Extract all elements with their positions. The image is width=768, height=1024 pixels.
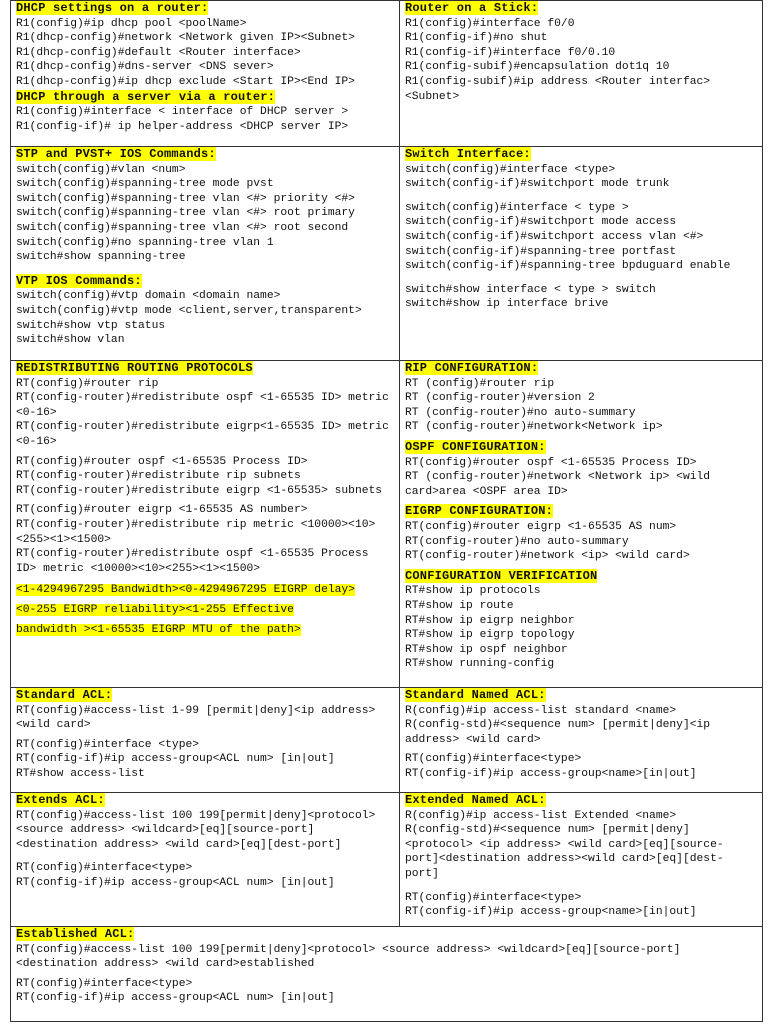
- command-line: R1(config-subif)#ip address <Router interfac> <Subnet>: [405, 75, 717, 103]
- command-line: R1(dhcp-config)#dns-server <DNS sever>: [16, 61, 274, 74]
- dhcp-relay-lines: [16, 105, 394, 134]
- command-line: switch(config)#vlan <num>: [16, 163, 186, 176]
- command-line: switch(config)#interface <type>: [405, 163, 616, 176]
- section-title-rip: RIP CONFIGURATION:: [405, 361, 539, 375]
- command-line: switch(config)#vtp mode <client,server,transparent>: [16, 304, 362, 317]
- command-line: RT(config-if)#ip access-group<ACL num> [in|out]: [16, 992, 335, 1005]
- command-line: RT#show ip protocols: [405, 585, 541, 598]
- section-title-stp: STP and PVST+ IOS Commands:: [16, 147, 216, 161]
- cell-router-on-stick: [400, 1, 763, 147]
- command-line: R1(dhcp-config)#default <Router interface>: [16, 46, 301, 59]
- section-title-vtp: VTP IOS Commands:: [16, 273, 142, 288]
- command-line: RT(config-router)#redistribute eigrp <1-65535> subnets: [16, 484, 383, 497]
- section-title-redistribute: REDISTRIBUTING ROUTING PROTOCOLS: [16, 361, 253, 375]
- section-title-verification: CONFIGURATION VERIFICATION: [405, 568, 598, 583]
- cell-redistribute: [11, 361, 400, 688]
- command-line: R1(config-subif)#encapsulation dot1q 10: [405, 61, 670, 74]
- command-line: R1(dhcp-config)#ip dhcp exclude <Start IP><End IP>: [16, 75, 355, 88]
- command-line: RT (config-router)#network <Network ip> <wild card>area <OSPF area ID>: [405, 471, 717, 498]
- command-line: RT(config)#router eigrp <1-65535 AS num>: [405, 520, 677, 533]
- command-line: RT(config)#access-list 1-99 [permit|deny]<ip address> <wild card>: [16, 704, 383, 732]
- command-line: RT (config)#router rip: [405, 377, 555, 390]
- command-line: R1(config-if)# ip helper-address <DHCP server IP>: [16, 120, 349, 133]
- dhcp-settings-lines: [16, 17, 394, 90]
- command-line: RT#show ip route: [405, 599, 514, 612]
- cell-standard-acl: [11, 688, 400, 793]
- cell-routing-configs: [400, 361, 763, 688]
- command-line: switch(config)#spanning-tree vlan <#> root primary: [16, 207, 355, 220]
- row-standard-acl: [11, 688, 763, 793]
- cell-extended-acl: [11, 793, 400, 927]
- cheat-sheet-table: [10, 0, 763, 1022]
- cell-dhcp: [11, 1, 400, 147]
- command-line: RT(config-router)#network <ip> <wild card>: [405, 550, 690, 563]
- command-line: switch(config)#spanning-tree mode pvst: [16, 178, 274, 191]
- command-line: RT(config-router)#no auto-summary: [405, 535, 629, 548]
- command-line: RT(config-if)#ip access-group<ACL num> [in|out]: [16, 753, 335, 766]
- command-line: RT#show ip ospf neighbor: [405, 643, 568, 656]
- command-line: RT#show ip eigrp neighbor: [405, 614, 575, 627]
- command-line: switch(config-if)#spanning-tree portfast: [405, 245, 677, 258]
- command-line: RT(config-if)#ip access-group<ACL num> [in|out]: [16, 876, 335, 889]
- command-line: RT(config)#interface <type>: [16, 738, 200, 751]
- command-line: RT(config)#router eigrp <1-65535 AS number>: [16, 504, 308, 517]
- command-line: R1(dhcp-config)#network <Network given IP><Subnet>: [16, 32, 355, 45]
- section-title-standard-named-acl: Standard Named ACL:: [405, 688, 546, 702]
- section-title-dhcp-settings: DHCP settings on a router:: [16, 1, 209, 15]
- command-line: switch(config-if)#switchport mode trunk: [405, 178, 670, 191]
- command-line: R1(config-if)#interface f0/0.10: [405, 46, 616, 59]
- section-title-established-acl: Established ACL:: [16, 927, 135, 941]
- note-line: bandwidth ><1-65535 EIGRP MTU of the path>: [16, 624, 301, 637]
- command-line: R(config-std)#<sequence num> [permit|deny]<ip address> <wild card>: [405, 719, 717, 746]
- command-line: switch(config)#spanning-tree vlan <#> priority <#>: [16, 192, 355, 205]
- command-line: switch#show vlan: [16, 334, 125, 347]
- command-line: RT(config)#interface<type>: [405, 891, 582, 904]
- section-title-extended-acl: Extends ACL:: [16, 793, 105, 807]
- command-line: R(config)#ip access-list standard <name>: [405, 704, 677, 717]
- command-line: R(config-std)#<sequence num> [permit|deny]<protocol> <ip address> <wild card>[eq][source-port]<destination address><wild card>[eq][dest-port]: [405, 824, 724, 880]
- command-line: RT(config)#interface<type>: [16, 977, 193, 990]
- cell-switch-interface: [400, 147, 763, 361]
- command-line: RT#show access-list: [16, 767, 145, 780]
- section-title-eigrp: EIGRP CONFIGURATION:: [405, 504, 554, 519]
- command-line: switch(config)#no spanning-tree vlan 1: [16, 236, 274, 249]
- command-line: RT(config)#interface<type>: [405, 753, 582, 766]
- command-line: RT#show running-config: [405, 658, 555, 671]
- vtp-lines: [16, 289, 394, 347]
- command-line: switch(config)#spanning-tree vlan <#> root second: [16, 221, 349, 234]
- command-line: RT(config)#interface<type>: [16, 862, 193, 875]
- cell-standard-named-acl: [400, 688, 763, 793]
- command-line: RT (config-router)#version 2: [405, 392, 595, 405]
- cell-extended-named-acl: [400, 793, 763, 927]
- command-line: RT(config-router)#redistribute rip metric <10000><10><255><1><1500>: [16, 518, 376, 546]
- command-line: RT(config-router)#redistribute rip subnets: [16, 470, 301, 483]
- command-line: R1(config)#interface < interface of DHCP server >: [16, 106, 349, 119]
- command-line: RT (config-router)#network<Network ip>: [405, 421, 663, 434]
- command-line: RT(config-if)#ip access-group<name>[in|out]: [405, 906, 697, 919]
- command-line: RT(config)#router rip: [16, 377, 159, 390]
- row-stp-vtp: [11, 147, 763, 361]
- command-line: RT(config-router)#redistribute ospf <1-65535 ID> metric <0-16>: [16, 392, 396, 419]
- note-line: <0-255 EIGRP reliability><1-255 Effective: [16, 604, 294, 617]
- section-title-dhcp-relay: DHCP through a server via a router:: [16, 89, 276, 104]
- command-line: RT(config-router)#redistribute eigrp<1-65535 ID> metric <0-16>: [16, 421, 396, 448]
- row-established-acl: [11, 927, 763, 1022]
- stp-lines: [16, 163, 394, 265]
- section-title-switch-interface: Switch Interface:: [405, 147, 531, 161]
- command-line: R(config)#ip access-list Extended <name>: [405, 809, 677, 822]
- command-line: switch#show interface < type > switch: [405, 283, 656, 296]
- command-line: switch(config)#vtp domain <domain name>: [16, 290, 281, 303]
- command-line: switch(config-if)#spanning-tree bpduguard enable: [405, 260, 731, 273]
- command-line: switch#show vtp status: [16, 319, 166, 332]
- command-line: R1(config)#ip dhcp pool <poolName>: [16, 17, 247, 30]
- command-line: switch(config)#interface < type >: [405, 201, 629, 214]
- command-line: RT(config)#router ospf <1-65535 Process ID>: [405, 456, 697, 469]
- command-line: RT(config)#access-list 100 199[permit|deny]<protocol> <source address> <wildcard>[eq][source-port] <destination address> <wild card>[eq][dest-port]: [16, 809, 383, 851]
- command-line: switch#show ip interface brive: [405, 298, 609, 311]
- command-line: switch(config-if)#switchport access vlan <#>: [405, 230, 704, 243]
- section-title-standard-acl: Standard ACL:: [16, 688, 113, 702]
- command-line: RT(config-if)#ip access-group<name>[in|out]: [405, 767, 697, 780]
- row-extended-acl: [11, 793, 763, 927]
- cell-established-acl: [11, 927, 763, 1022]
- section-title-ospf: OSPF CONFIGURATION:: [405, 439, 546, 454]
- cell-stp-vtp: [11, 147, 400, 361]
- command-line: switch#show spanning-tree: [16, 251, 186, 264]
- command-line: RT(config)#access-list 100 199[permit|deny]<protocol> <source address> <wildcard>[eq][source-port] <destination address> <wild card>established: [16, 943, 688, 971]
- section-title-extended-named-acl: Extended Named ACL:: [405, 793, 546, 807]
- note-line: <1-4294967295 Bandwidth><0-4294967295 EIGRP delay>: [16, 584, 355, 597]
- command-line: RT(config-router)#redistribute ospf <1-65535 Process ID> metric <10000><10><255><1><1500>: [16, 548, 376, 575]
- router-on-stick-lines: [405, 17, 757, 105]
- command-line: R1(config)#interface f0/0: [405, 17, 575, 30]
- command-line: RT(config)#router ospf <1-65535 Process ID>: [16, 455, 308, 468]
- eigrp-metric-note: [16, 580, 394, 640]
- command-line: RT (config-router)#no auto-summary: [405, 406, 636, 419]
- command-line: switch(config-if)#switchport mode access: [405, 216, 677, 229]
- command-line: RT#show ip eigrp topology: [405, 629, 575, 642]
- row-routing: [11, 361, 763, 688]
- command-line: R1(config-if)#no shut: [405, 32, 548, 45]
- row-dhcp: [11, 1, 763, 147]
- section-title-router-on-stick: Router on a Stick:: [405, 1, 539, 15]
